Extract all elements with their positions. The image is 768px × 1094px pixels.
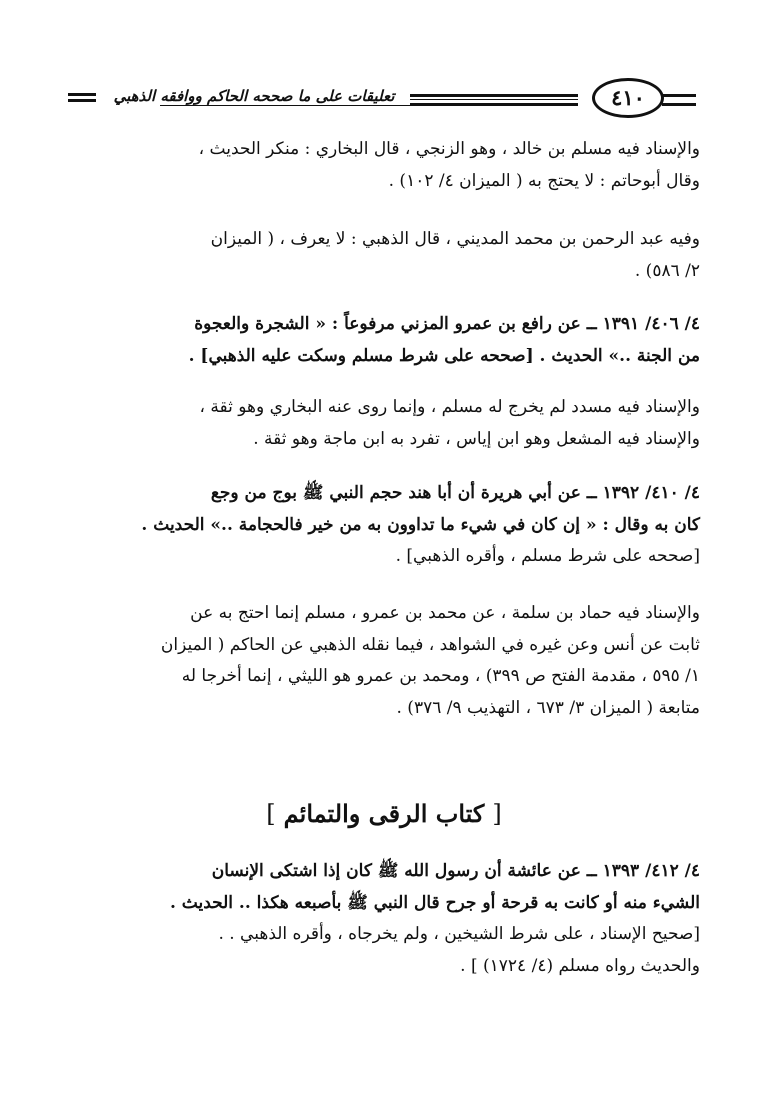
page-number-ornament: [662, 94, 696, 106]
chapter-bracket-open: [: [492, 800, 502, 828]
page-number: ٤١٠: [592, 78, 664, 118]
text-line: ٤/ ٤١٠/ ١٣٩٢ ــ عن أبي هريرة أن أبا هند حجم النبي ﷺ بوج من وجع: [210, 483, 700, 503]
chapter-bracket-close: ]: [266, 800, 276, 828]
text-line: وقال أبوحاتم : لا يحتج به ( الميزان ٤/ ١٠٢) .: [388, 170, 700, 191]
text-line: ثابت عن أنس وعن غيره في الشواهد ، فيما نقله الذهبي عن الحاكم ( الميزان: [160, 634, 700, 655]
text-line: ٤/ ٤٠٦/ ١٣٩١ ــ عن رافع بن عمرو المزني مرفوعاً : « الشجرة والعجوة: [194, 314, 700, 334]
text-line: والإسناد فيه حماد بن سلمة ، عن محمد بن عمرو ، مسلم إنما احتج به عن: [190, 603, 700, 623]
text-line: كان به وقال : « إن كان في شيء ما تداوون به من خير فالحجامة ..» الحديث .: [141, 514, 700, 535]
text-line: الشيء منه أو كانت به قرحة أو جرح قال النبي ﷺ بأصبعه هكذا .. الحديث .: [169, 892, 700, 913]
paragraph-abdulrahman-almadini: [70, 224, 700, 287]
text-line: ٢/ ٥٨٦) .: [634, 260, 700, 281]
text-line: متابعة ( الميزان ٣/ ٦٧٣ ، التهذيب ٩/ ٣٧٦) .: [396, 697, 700, 718]
paragraph-isnad-musaddad: [70, 392, 700, 455]
text-line: [صححه على شرط مسلم ، وأقره الذهبي] .: [395, 546, 700, 566]
header-title: تعليقات على ما صححه الحاكم ووافقه الذهبي: [98, 87, 410, 105]
text-line: والإسناد فيه مسلم بن خالد ، وهو الزنجي ، قال البخاري : منكر الحديث ،: [198, 139, 700, 159]
hadith-1393: [70, 856, 700, 982]
chapter-heading: [180, 796, 588, 832]
text-line: ٤/ ٤١٢/ ١٣٩٣ ــ عن عائشة أن رسول الله ﷺ كان إذا اشتكى الإنسان: [211, 861, 700, 881]
text-line: من الجنة ..» الحديث . [صححه على شرط مسلم وسكت عليه الذهبي] .: [188, 345, 700, 366]
header-ornament-dash: [68, 93, 96, 102]
hadith-1392: [70, 478, 700, 573]
chapter-title: كتاب الرقى والتمائم: [283, 799, 485, 828]
hadith-1391: [70, 309, 700, 372]
running-header: [68, 78, 696, 122]
paragraph-isnad-muslim-bin-khalid: [70, 134, 700, 197]
text-line: ١/ ٥٩٥ ، مقدمة الفتح ص ٣٩٩) ، ومحمد بن عمرو هو الليثي ، إنما أخرجا له: [181, 666, 700, 686]
text-line: [صحيح الإسناد ، على شرط الشيخين ، ولم يخرجاه ، وأقره الذهبي . .: [218, 924, 700, 944]
paragraph-isnad-hammad-bin-salama: [70, 598, 700, 724]
text-line: والحديث رواه مسلم (٤/ ١٧٢٤) ] .: [460, 955, 700, 976]
text-line: والإسناد فيه مسدد لم يخرج له مسلم ، وإنما روى عنه البخاري وهو ثقة ،: [199, 397, 700, 417]
text-line: والإسناد فيه المشعل وهو ابن إياس ، تفرد به ابن ماجة وهو ثقة .: [253, 428, 700, 449]
text-line: وفيه عبد الرحمن بن محمد المديني ، قال الذهبي : لا يعرف ، ( الميزان: [210, 229, 700, 249]
